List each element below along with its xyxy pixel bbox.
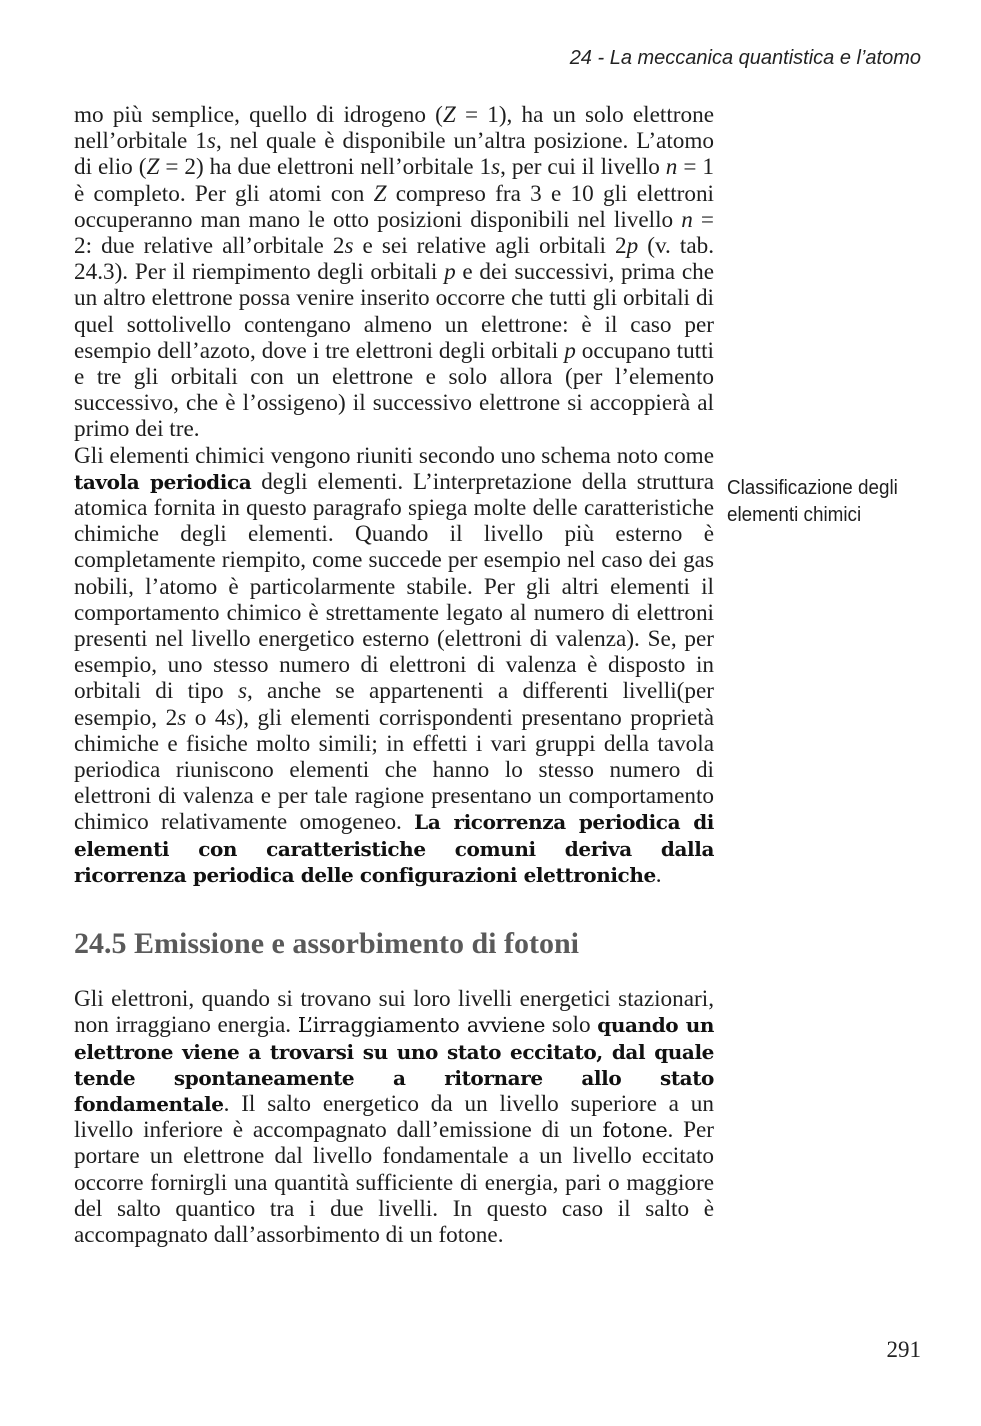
italic-symbol: s — [237, 678, 247, 705]
text-run: , nel quale è disponibile un’altra posizione. L’atomo di elio ( — [74, 128, 714, 181]
text-run: mo più semplice, quello di idrogeno ( — [74, 102, 443, 128]
text-run: Gli elettroni, quando si trovano sui loro livelli energetici stazionari, non irraggiano energia. — [74, 986, 714, 1039]
text-run: = 1 è completo. Per gli atomi con — [74, 154, 714, 207]
paragraph-photon-emission — [74, 986, 714, 1248]
bold-term: quando un elettrone viene a trovarsi su uno stato eccitato, dal quale tende spontaneamente a ritornare allo stato fondamentale — [74, 1013, 714, 1116]
bold-term: fotone — [602, 1118, 668, 1143]
body-column — [74, 102, 714, 1248]
italic-symbol: s — [206, 128, 216, 155]
text-run: e dei successivi, prima che un altro elettrone possa venire inserito occorre che tutti gli orbitali di quel sottolivello contengano almeno un elettrone: è il caso per esempio dell’azoto, dove i tre elettroni degli orbitali — [74, 259, 714, 364]
text-run: compreso fra 3 e 10 gli elettroni occuperanno man mano le otto posizioni disponibili nel livello — [74, 180, 714, 233]
text-run: e sei relative agli orbitali 2 — [353, 233, 627, 260]
bold-term: La ricorrenza periodica di elementi con caratteristiche comuni deriva dalla ricorrenza periodica delle configurazioni elettroniche — [74, 810, 714, 887]
italic-symbol: n — [681, 206, 693, 233]
italic-symbol: s — [344, 233, 354, 260]
margin-note: Classificazione degli elementi chimici — [727, 476, 898, 526]
text-run: degli elementi. L’interpretazione della struttura atomica fornita in questo paragrafo spiega molte delle caratteristiche chimiche degli elementi. Quando il livello più esterno è completamente riempito, come succede per esempio nel caso dei gas nobili, l’atomo è particolarmente stabile. Per gli altri elementi il comportamento chimico è strettamente legato al numero di elettroni presenti nel livello energetico esterno (elettroni di valenza). Se, per esempio, uno stesso numero di elettroni di valenza è disposto in orbitali di tipo — [74, 468, 714, 705]
italic-symbol: Z — [373, 180, 387, 207]
bold-term: tavola periodica — [74, 469, 252, 494]
text-run: ), gli elementi corrispondenti presentano proprietà chimiche e fisiche molto simili; in effetti i vari gruppi della tavola periodica riuniscono elementi che hanno lo stesso numero di elettroni di valenza e per tale ragione presentano un comportamento chimico relativamente omogeneo. — [74, 704, 714, 836]
text-run: solo — [545, 1012, 598, 1039]
text-run: o 4 — [186, 704, 227, 731]
italic-symbol: Z — [442, 102, 456, 128]
text-run: (v. tab. 24.3). Per il riempimento degli orbitali — [74, 233, 715, 286]
italic-symbol: s — [226, 704, 236, 731]
text-run: Gli elementi chimici vengono riuniti secondo uno schema noto come — [74, 442, 714, 469]
page-number: 291 — [886, 1337, 921, 1362]
bold-term: L’irraggiamento avviene — [297, 1013, 546, 1038]
italic-symbol: s — [177, 704, 187, 731]
text-run: occupano tutti e tre gli orbitali con un elettrone e solo allora (per l’elemento successivo, che è l’ossigeno) il successivo elettrone si accoppierà al primo dei tre. — [74, 337, 714, 443]
text-run: . Il salto energetico da un livello superiore a un livello inferiore è accompagnato dall’emissione di un — [74, 1090, 714, 1144]
text-run: , anche se appartenenti a differenti livelli(per esempio, 2 — [74, 678, 715, 731]
text-run: . — [655, 861, 662, 888]
italic-symbol: p — [444, 259, 456, 286]
text-run: , per cui il livello — [500, 154, 666, 181]
italic-symbol: n — [665, 154, 678, 181]
text-run: = 1), ha un solo elettrone nell’orbitale 1 — [74, 102, 715, 155]
italic-symbol: p — [626, 233, 639, 260]
italic-symbol: p — [564, 337, 576, 364]
italic-symbol: Z — [146, 154, 160, 181]
text-run: . Per portare un elettrone dal livello fondamentale a un livello eccitato occorre fornirgli una quantità sufficiente di energia, pari o maggiore del salto quantico tra i due livelli. In questo caso il salto è accompagnato dall’assorbimento di un fotone. — [74, 1117, 714, 1248]
running-head: 24 - La meccanica quantistica e l’atomo — [569, 47, 921, 69]
italic-symbol: s — [491, 154, 501, 181]
text-run: = 2: due relative all’orbitale 2 — [74, 206, 715, 260]
paragraph-periodic-table — [74, 443, 714, 888]
section-title: 24.5 Emissione e assorbimento di fotoni — [74, 927, 580, 961]
paragraph-atomic-orbitals — [74, 102, 714, 443]
text-run: = 2) ha due elettroni nell’orbitale 1 — [159, 154, 492, 181]
